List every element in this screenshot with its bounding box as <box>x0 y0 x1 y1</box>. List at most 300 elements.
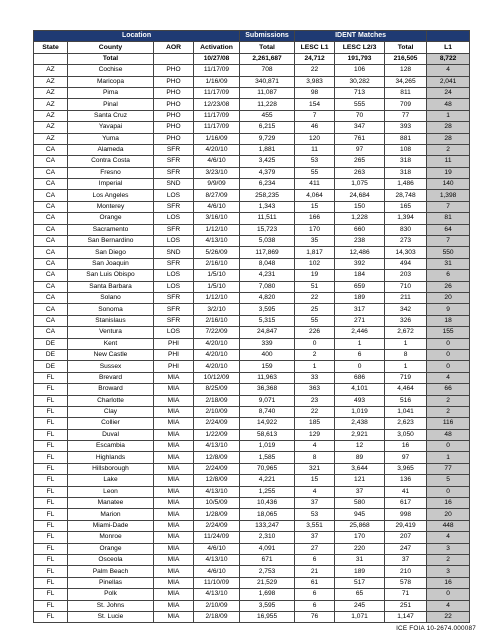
table-cell: 12/8/09 <box>194 452 240 463</box>
total-cell <box>154 53 194 64</box>
table-cell: 21 <box>295 566 335 577</box>
table-cell: San Joaquin <box>68 258 154 269</box>
table-cell: 881 <box>385 133 427 144</box>
table-cell: SFR <box>154 304 194 315</box>
table-row <box>34 498 470 509</box>
table-cell: 3,965 <box>385 463 427 474</box>
table-cell: 19 <box>427 167 470 178</box>
table-cell: Lake <box>68 475 154 486</box>
table-cell: 578 <box>385 577 427 588</box>
total-row <box>34 53 470 64</box>
table-cell: Orange <box>68 213 154 224</box>
table-cell: 3 <box>427 566 470 577</box>
group-location: Location <box>34 31 240 42</box>
table-cell: Sussex <box>68 361 154 372</box>
table-cell: 77 <box>427 463 470 474</box>
table-cell: 1 <box>295 361 335 372</box>
table-cell: 3,595 <box>240 304 295 315</box>
table-cell: 58,613 <box>240 429 295 440</box>
table-cell: 347 <box>335 122 385 133</box>
table-cell: 89 <box>335 452 385 463</box>
report-sheet <box>33 30 469 623</box>
table-cell: 11/24/09 <box>194 532 240 543</box>
table-cell: 4,379 <box>240 167 295 178</box>
table-cell: 10,436 <box>240 498 295 509</box>
table-cell: 5,315 <box>240 315 295 326</box>
table-cell: St. Johns <box>68 600 154 611</box>
table-cell: 8 <box>385 349 427 360</box>
table-cell: 25,868 <box>335 520 385 531</box>
table-cell: 830 <box>385 224 427 235</box>
table-cell: San Luis Obispo <box>68 270 154 281</box>
table-cell: 411 <box>295 179 335 190</box>
table-cell: 226 <box>295 327 335 338</box>
table-cell: Collier <box>68 418 154 429</box>
table-row <box>34 213 470 224</box>
table-cell: 1,398 <box>427 190 470 201</box>
table-cell: Pima <box>68 87 154 98</box>
column-header-row <box>34 42 470 53</box>
table-cell: 22 <box>295 406 335 417</box>
table-cell: DE <box>34 338 68 349</box>
table-cell: FL <box>34 441 68 452</box>
table-row <box>34 315 470 326</box>
table-cell: 22 <box>295 292 335 303</box>
table-cell: FL <box>34 577 68 588</box>
table-cell: 203 <box>385 270 427 281</box>
table-cell: 37 <box>295 498 335 509</box>
total-cell: 191,793 <box>335 53 385 64</box>
table-cell: 6,215 <box>240 122 295 133</box>
total-cell: 24,712 <box>295 53 335 64</box>
table-row <box>34 361 470 372</box>
table-cell: CA <box>34 156 68 167</box>
table-cell: 4 <box>427 532 470 543</box>
table-cell: 6 <box>295 600 335 611</box>
table-cell: 31 <box>335 554 385 565</box>
table-cell: Fresno <box>68 167 154 178</box>
table-cell: 393 <box>385 122 427 133</box>
table-cell: 1,486 <box>385 179 427 190</box>
table-cell: 4,064 <box>295 190 335 201</box>
table-cell: 12/23/08 <box>194 99 240 110</box>
table-cell: CA <box>34 304 68 315</box>
table-cell: Santa Barbara <box>68 281 154 292</box>
table-cell: 659 <box>335 281 385 292</box>
table-cell: 25 <box>295 304 335 315</box>
table-cell: 2/18/09 <box>194 395 240 406</box>
table-row <box>34 611 470 622</box>
table-cell: AZ <box>34 99 68 110</box>
table-cell: 0 <box>427 361 470 372</box>
col-lesc-l23: LESC L2/3 <box>335 42 385 53</box>
table-cell: 342 <box>385 304 427 315</box>
table-cell: 189 <box>335 566 385 577</box>
table-cell: 8,740 <box>240 406 295 417</box>
table-cell: CA <box>34 224 68 235</box>
table-cell: 945 <box>335 509 385 520</box>
table-cell: 2/24/09 <box>194 520 240 531</box>
table-cell: 37 <box>335 486 385 497</box>
table-cell: FL <box>34 611 68 622</box>
table-cell: 3,050 <box>385 429 427 440</box>
col-aor: AOR <box>154 42 194 53</box>
table-cell: LOS <box>154 213 194 224</box>
table-row <box>34 156 470 167</box>
table-cell: 3,983 <box>295 76 335 87</box>
table-cell: PHO <box>154 110 194 121</box>
table-cell: 3/23/10 <box>194 167 240 178</box>
table-cell: 154 <box>295 99 335 110</box>
table-cell: 16,955 <box>240 611 295 622</box>
table-cell: 3,595 <box>240 600 295 611</box>
table-row <box>34 247 470 258</box>
table-cell: 318 <box>385 167 427 178</box>
table-row <box>34 384 470 395</box>
table-cell: 1,881 <box>240 144 295 155</box>
table-cell: 1,255 <box>240 486 295 497</box>
col-county: County <box>68 42 154 53</box>
table-cell: MIA <box>154 406 194 417</box>
total-cell: 8,722 <box>427 53 470 64</box>
table-cell: 550 <box>427 247 470 258</box>
table-row <box>34 281 470 292</box>
table-cell: Stanislaus <box>68 315 154 326</box>
table-cell: 70,965 <box>240 463 295 474</box>
table-cell: 4/13/10 <box>194 441 240 452</box>
table-cell: 55 <box>295 315 335 326</box>
table-cell: 16 <box>385 441 427 452</box>
table-cell: 265 <box>335 156 385 167</box>
col-lesc-l1: LESC L1 <box>295 42 335 53</box>
table-cell: 686 <box>335 372 385 383</box>
table-cell: MIA <box>154 611 194 622</box>
table-cell: 4,231 <box>240 270 295 281</box>
table-row <box>34 543 470 554</box>
table-cell: Monterey <box>68 201 154 212</box>
table-cell: CA <box>34 190 68 201</box>
table-cell: 317 <box>335 304 385 315</box>
table-cell: CA <box>34 315 68 326</box>
table-cell: Osceola <box>68 554 154 565</box>
table-cell: PHO <box>154 133 194 144</box>
table-cell: LOS <box>154 236 194 247</box>
table-cell: 761 <box>335 133 385 144</box>
table-cell: 14,922 <box>240 418 295 429</box>
table-cell: FL <box>34 486 68 497</box>
table-cell: 339 <box>240 338 295 349</box>
table-cell: 16 <box>427 498 470 509</box>
table-cell: 2,623 <box>385 418 427 429</box>
table-cell: 159 <box>240 361 295 372</box>
table-cell: 34,265 <box>385 76 427 87</box>
table-cell: CA <box>34 213 68 224</box>
total-cell: 10/27/08 <box>194 53 240 64</box>
table-cell: 2/24/09 <box>194 463 240 474</box>
table-cell: Santa Cruz <box>68 110 154 121</box>
table-cell: 1,041 <box>385 406 427 417</box>
table-cell: Maricopa <box>68 76 154 87</box>
table-cell: 1,698 <box>240 589 295 600</box>
table-cell: 5,038 <box>240 236 295 247</box>
table-cell: FL <box>34 554 68 565</box>
table-cell: 20 <box>427 292 470 303</box>
table-cell: 709 <box>385 99 427 110</box>
table-cell: 81 <box>427 213 470 224</box>
table-cell: 150 <box>335 201 385 212</box>
table-cell: 1 <box>385 361 427 372</box>
table-row <box>34 99 470 110</box>
table-row <box>34 110 470 121</box>
table-cell: 2/16/10 <box>194 315 240 326</box>
table-cell: 170 <box>335 532 385 543</box>
table-cell: AZ <box>34 65 68 76</box>
table-cell: 15 <box>295 201 335 212</box>
table-cell: 2/24/09 <box>194 418 240 429</box>
table-cell: 580 <box>335 498 385 509</box>
table-cell: 19 <box>295 270 335 281</box>
table-cell: 4/20/10 <box>194 361 240 372</box>
table-cell: SND <box>154 179 194 190</box>
table-cell: Yuma <box>68 133 154 144</box>
table-cell: FL <box>34 566 68 577</box>
table-cell: MIA <box>154 418 194 429</box>
table-cell: 493 <box>335 395 385 406</box>
table-cell: 6,234 <box>240 179 295 190</box>
table-cell: 51 <box>295 281 335 292</box>
table-cell: PHI <box>154 361 194 372</box>
table-cell: FL <box>34 600 68 611</box>
table-cell: 517 <box>335 577 385 588</box>
table-body <box>34 65 470 623</box>
table-cell: 6 <box>335 349 385 360</box>
table-row <box>34 87 470 98</box>
table-cell: 2,753 <box>240 566 295 577</box>
table-cell: 11/17/09 <box>194 87 240 98</box>
table-cell: 1,019 <box>240 441 295 452</box>
table-cell: MIA <box>154 475 194 486</box>
table-cell: 1/16/09 <box>194 133 240 144</box>
table-cell: 5 <box>427 475 470 486</box>
table-cell: 11/17/09 <box>194 65 240 76</box>
table-row <box>34 338 470 349</box>
table-cell: 318 <box>385 156 427 167</box>
table-cell: 220 <box>335 543 385 554</box>
table-row <box>34 577 470 588</box>
table-cell: Solano <box>68 292 154 303</box>
table-cell: 273 <box>385 236 427 247</box>
table-cell: 1/12/10 <box>194 292 240 303</box>
table-cell: MIA <box>154 566 194 577</box>
table-cell: 37 <box>385 554 427 565</box>
table-cell: MIA <box>154 532 194 543</box>
table-cell: 2,041 <box>427 76 470 87</box>
table-cell: Orange <box>68 543 154 554</box>
table-cell: 7 <box>427 236 470 247</box>
table-cell: 4/13/10 <box>194 554 240 565</box>
table-cell: 102 <box>295 258 335 269</box>
table-cell: AZ <box>34 133 68 144</box>
table-cell: 55 <box>295 167 335 178</box>
table-cell: 4/20/10 <box>194 338 240 349</box>
table-row <box>34 532 470 543</box>
table-cell: 129 <box>295 429 335 440</box>
table-cell: 53 <box>295 509 335 520</box>
table-cell: 211 <box>385 292 427 303</box>
table-row <box>34 167 470 178</box>
table-cell: 184 <box>335 270 385 281</box>
table-cell: AZ <box>34 110 68 121</box>
table-cell: 0 <box>427 338 470 349</box>
table-cell: FL <box>34 543 68 554</box>
table-cell: 1,228 <box>335 213 385 224</box>
table-cell: 2/18/09 <box>194 611 240 622</box>
table-row <box>34 566 470 577</box>
table-cell: San Bernardino <box>68 236 154 247</box>
table-cell: CA <box>34 281 68 292</box>
table-cell: CA <box>34 258 68 269</box>
table-cell: MIA <box>154 543 194 554</box>
table-cell: 238 <box>335 236 385 247</box>
table-cell: LOS <box>154 327 194 338</box>
table-cell: FL <box>34 372 68 383</box>
table-cell: Clay <box>68 406 154 417</box>
table-row <box>34 258 470 269</box>
table-cell: Alameda <box>68 144 154 155</box>
table-cell: 7 <box>295 110 335 121</box>
table-cell: 4/6/10 <box>194 201 240 212</box>
table-cell: 210 <box>385 566 427 577</box>
table-cell: 4,464 <box>385 384 427 395</box>
table-cell: MIA <box>154 429 194 440</box>
table-cell: 26 <box>427 281 470 292</box>
table-cell: 170 <box>295 224 335 235</box>
table-cell: 140 <box>427 179 470 190</box>
table-cell: 120 <box>295 133 335 144</box>
table-cell: MIA <box>154 498 194 509</box>
table-cell: 12/8/09 <box>194 475 240 486</box>
table-cell: 12 <box>335 441 385 452</box>
table-cell: FL <box>34 463 68 474</box>
table-cell: 14,303 <box>385 247 427 258</box>
table-cell: 1,817 <box>295 247 335 258</box>
table-cell: SFR <box>154 167 194 178</box>
table-cell: 21,529 <box>240 577 295 588</box>
table-cell: 4/6/10 <box>194 566 240 577</box>
table-row <box>34 76 470 87</box>
group-blank <box>427 31 470 42</box>
table-cell: 1/12/10 <box>194 224 240 235</box>
table-cell: 340,871 <box>240 76 295 87</box>
table-cell: 9 <box>427 304 470 315</box>
table-row <box>34 201 470 212</box>
table-cell: 4 <box>295 486 335 497</box>
table-cell: 18,065 <box>240 509 295 520</box>
table-row <box>34 463 470 474</box>
table-cell: San Diego <box>68 247 154 258</box>
table-cell: Contra Costa <box>68 156 154 167</box>
footer-stamp: ICE FOIA 10-2674.000087 <box>396 625 476 632</box>
table-cell: 36,368 <box>240 384 295 395</box>
table-cell: Cochise <box>68 65 154 76</box>
table-cell: 71 <box>385 589 427 600</box>
table-cell: SFR <box>154 292 194 303</box>
table-row <box>34 65 470 76</box>
table-cell: 207 <box>385 532 427 543</box>
table-cell: SFR <box>154 144 194 155</box>
table-cell: MIA <box>154 554 194 565</box>
table-cell: 77 <box>385 110 427 121</box>
table-row <box>34 327 470 338</box>
table-cell: 1/5/10 <box>194 270 240 281</box>
table-cell: 448 <box>427 520 470 531</box>
table-cell: 41 <box>385 486 427 497</box>
table-row <box>34 270 470 281</box>
table-cell: FL <box>34 509 68 520</box>
table-cell: 1,343 <box>240 201 295 212</box>
table-cell: CA <box>34 327 68 338</box>
table-cell: CA <box>34 179 68 190</box>
table-cell: 2 <box>427 554 470 565</box>
table-cell: 65 <box>335 589 385 600</box>
table-row <box>34 406 470 417</box>
table-cell: Charlotte <box>68 395 154 406</box>
table-cell: 0 <box>295 338 335 349</box>
table-cell: 1/28/09 <box>194 509 240 520</box>
table-cell: CA <box>34 201 68 212</box>
table-cell: 326 <box>385 315 427 326</box>
table-cell: MIA <box>154 463 194 474</box>
table-cell: 363 <box>295 384 335 395</box>
table-cell: 1/5/10 <box>194 281 240 292</box>
col-activation: Activation <box>194 42 240 53</box>
table-cell: 18 <box>427 315 470 326</box>
table-cell: 1/16/09 <box>194 76 240 87</box>
table-cell: 20 <box>427 509 470 520</box>
table-row <box>34 429 470 440</box>
col-state: State <box>34 42 68 53</box>
table-cell: 11 <box>427 156 470 167</box>
col-l1: L1 <box>427 42 470 53</box>
table-row <box>34 304 470 315</box>
table-cell: 27 <box>295 543 335 554</box>
table-cell: 11/17/09 <box>194 122 240 133</box>
table-cell: 7,080 <box>240 281 295 292</box>
table-cell: 76 <box>295 611 335 622</box>
table-cell: 4 <box>427 65 470 76</box>
table-cell: 2/10/09 <box>194 600 240 611</box>
table-cell: 455 <box>240 110 295 121</box>
group-submissions: Submissions <box>240 31 295 42</box>
table-cell: AZ <box>34 76 68 87</box>
table-cell: PHI <box>154 349 194 360</box>
table-cell: 11,228 <box>240 99 295 110</box>
table-row <box>34 144 470 155</box>
table-cell: 166 <box>295 213 335 224</box>
table-cell: 1,394 <box>385 213 427 224</box>
table-row <box>34 292 470 303</box>
table-cell: St. Lucie <box>68 611 154 622</box>
table-cell: 2,446 <box>335 327 385 338</box>
table-cell: 4,091 <box>240 543 295 554</box>
table-cell: 3,551 <box>295 520 335 531</box>
table-cell: 30,282 <box>335 76 385 87</box>
table-cell: 9,071 <box>240 395 295 406</box>
table-cell: Sonoma <box>68 304 154 315</box>
table-cell: 24 <box>427 87 470 98</box>
table-cell: 66 <box>427 384 470 395</box>
table-cell: Polk <box>68 589 154 600</box>
